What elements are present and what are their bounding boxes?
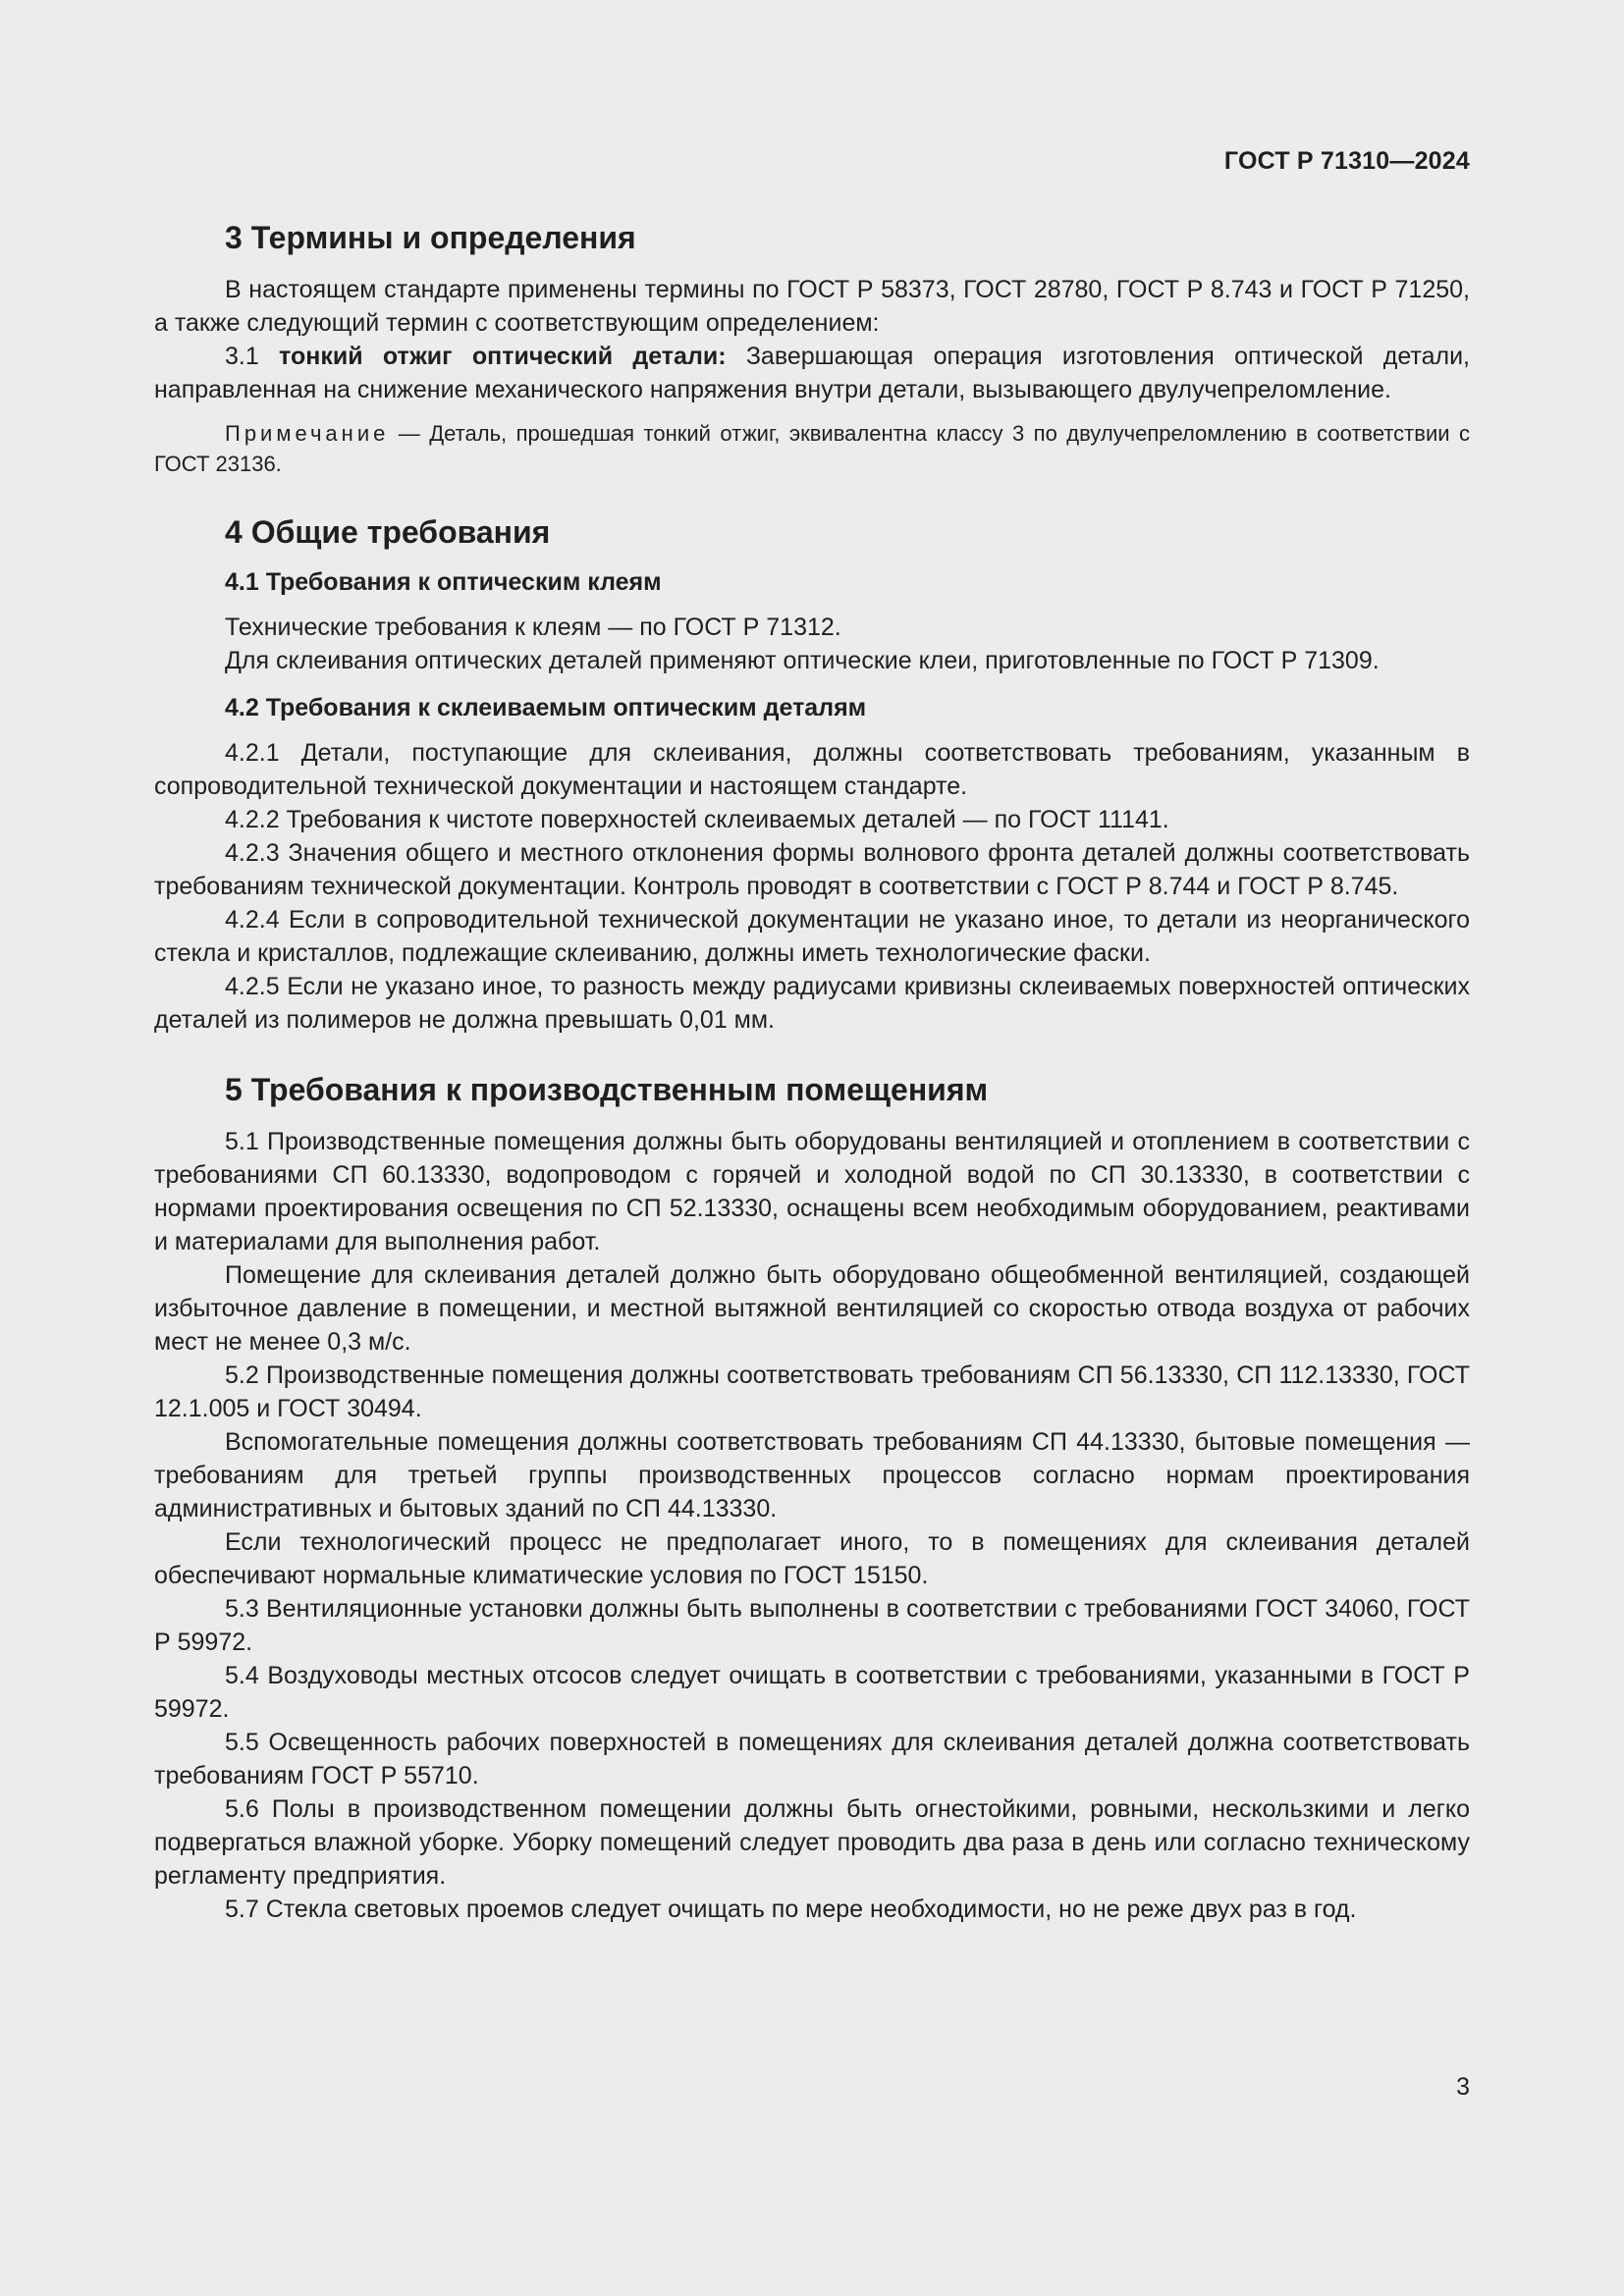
paragraph: 4.2.2 Требования к чистоте поверхностей склеиваемых деталей — по ГОСТ 11141.	[225, 806, 1169, 833]
paragraph: 5.7 Стекла световых проемов следует очищать по мере необходимости, но не реже двух раз в год.	[225, 1896, 1357, 1923]
section-3-heading: 3 Термины и определения	[225, 220, 636, 255]
paragraph: 5.4 Воздуховоды местных отсосов следует очищать в соответствии с требованиями, указанными в ГОСТ Р 59972.	[154, 1662, 1470, 1723]
section-4-heading: 4 Общие требования	[225, 514, 551, 550]
term-name: тонкий отжиг оптический детали:	[279, 343, 727, 370]
note-text: — Деталь, прошедшая тонкий отжиг, эквивалентна классу 3 по двулучепреломлению в соответствии с ГОСТ 23136.	[154, 421, 1470, 476]
paragraph: В настоящем стандарте применены термины по ГОСТ Р 58373, ГОСТ 28780, ГОСТ Р 8.743 и ГОСТ Р 71250, а также следующий термин с соответствующим определением:	[154, 276, 1470, 337]
paragraph: 5.5 Освещенность рабочих поверхностей в помещениях для склеивания деталей должна соответствовать требованиям ГОСТ Р 55710.	[154, 1729, 1470, 1789]
paragraph: 5.1 Производственные помещения должны быть оборудованы вентиляцией и отоплением в соответствии с требованиями СП 60.13330, водопроводом с горячей и холодной водой по СП 30.13330, в соответствии с нормами проектирования освещения по СП 52.13330, оснащены всем необходимым оборудованием, реактивами и материалами для выполнения работ.	[154, 1128, 1470, 1255]
subsection-4-1-heading: 4.1 Требования к оптическим клеям	[225, 568, 662, 596]
paragraph: 4.2.5 Если не указано иное, то разность между радиусами кривизны склеиваемых поверхностей оптических деталей из полимеров не должна превышать 0,01 мм.	[154, 973, 1470, 1034]
paragraph: 5.6 Полы в производственном помещении должны быть огнестойкими, ровными, нескользкими и легко подвергаться влажной уборке. Уборку помещений следует проводить два раза в день или согласно техническому регламенту предприятия.	[154, 1795, 1470, 1890]
term-definition: Завершающая операция изготовления оптической детали, направленная на снижение механического напряжения внутри детали, вызывающего двулучепреломление.	[154, 343, 1470, 403]
paragraph: Помещение для склеивания деталей должно быть оборудовано общеобменной вентиляцией, создающей избыточное давление в помещении, и местной вытяжной вентиляцией со скоростью отвода воздуха от рабочих мест не менее 0,3 м/с.	[154, 1261, 1470, 1356]
paragraph: 4.2.4 Если в сопроводительной технической документации не указано иное, то детали из неорганического стекла и кристаллов, подлежащие склеиванию, должны иметь технологические фаски.	[154, 906, 1470, 967]
paragraph: 5.2 Производственные помещения должны соответствовать требованиям СП 56.13330, СП 112.13330, ГОСТ 12.1.005 и ГОСТ 30494.	[154, 1362, 1470, 1422]
paragraph: 4.2.1 Детали, поступающие для склеивания, должны соответствовать требованиям, указанным в сопроводительной технической документации и настоящем стандарте.	[154, 739, 1470, 800]
term-3-1	[154, 340, 1470, 406]
note-label: Примечание	[225, 421, 390, 446]
section-5-heading: 5 Требования к производственным помещениям	[225, 1072, 989, 1107]
document-body	[154, 218, 1470, 1926]
note	[154, 418, 1470, 479]
paragraph: Для склеивания оптических деталей применяют оптические клеи, приготовленные по ГОСТ Р 71309.	[225, 647, 1380, 674]
subsection-4-2-heading: 4.2 Требования к склеиваемым оптическим деталям	[225, 694, 867, 721]
paragraph: 4.2.3 Значения общего и местного отклонения формы волнового фронта деталей должны соответствовать требованиям технической документации. Контроль проводят в соответствии с ГОСТ Р 8.744 и ГОСТ Р 8.745.	[154, 839, 1470, 900]
paragraph: Технические требования к клеям — по ГОСТ Р 71312.	[225, 614, 841, 641]
paragraph: Вспомогательные помещения должны соответствовать требованиям СП 44.13330, бытовые помещения — требованиям для третьей группы производственных процессов согласно нормам проектирования административных и бытовых зданий по СП 44.13330.	[154, 1428, 1470, 1522]
term-number: 3.1	[225, 343, 280, 370]
paragraph: 5.3 Вентиляционные установки должны быть выполнены в соответствии с требованиями ГОСТ 34060, ГОСТ Р 59972.	[154, 1595, 1470, 1656]
paragraph: Если технологический процесс не предполагает иного, то в помещениях для склеивания деталей обеспечивают нормальные климатические условия по ГОСТ 15150.	[154, 1528, 1470, 1589]
document-header: ГОСТ Р 71310—2024	[1223, 147, 1470, 175]
page-number: 3	[1456, 2073, 1470, 2101]
